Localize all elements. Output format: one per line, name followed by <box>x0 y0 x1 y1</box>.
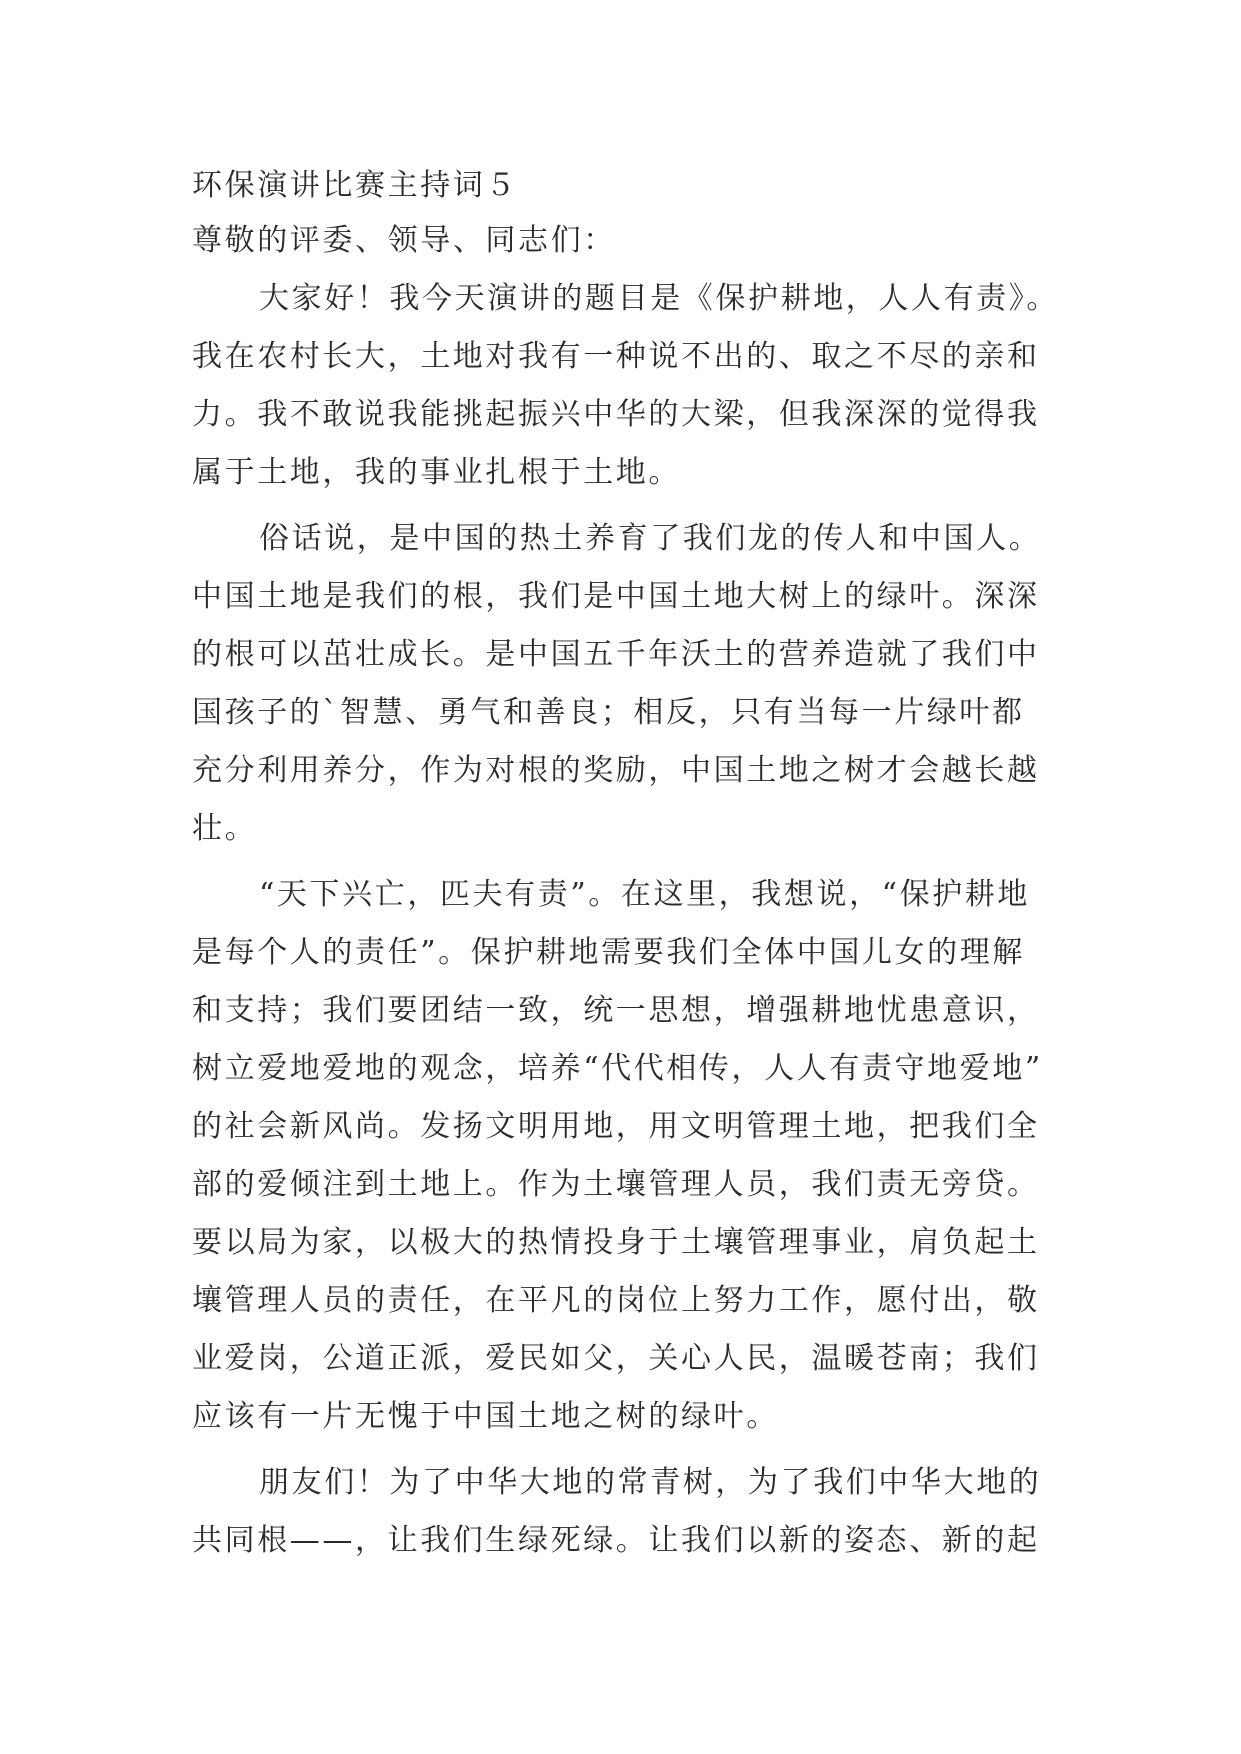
paragraph-line: 大家好！我今天演讲的题目是《保护耕地，人人有责》。 <box>259 281 1059 316</box>
paragraph-line: 业爱岗，公道正派，爱民如父，关心人民，温暖苍南；我们 <box>192 1341 1040 1376</box>
paragraph-line: 俗话说，是中国的热土养育了我们龙的传人和中国人。 <box>259 521 1042 556</box>
paragraph-line: 国孩子的`智慧、勇气和善良；相反，只有当每一片绿叶都 <box>192 695 1025 730</box>
paragraph-2 <box>192 510 1072 858</box>
paragraph-line: 壮。 <box>192 811 258 846</box>
document-body <box>192 160 1072 1570</box>
paragraph-1 <box>192 270 1072 502</box>
paragraph-3 <box>192 866 1072 1446</box>
paragraph-4 <box>192 1454 1072 1570</box>
paragraph-line: 应该有一片无愧于中国土地之树的绿叶。 <box>192 1399 779 1434</box>
paragraph-line: 的根可以茁壮成长。是中国五千年沃土的营养造就了我们中 <box>192 637 1040 672</box>
paragraph-line: 朋友们！为了中华大地的常青树，为了我们中华大地的 <box>259 1465 1042 1500</box>
paragraph-line: 力。我不敢说我能挑起振兴中华的大梁，但我深深的觉得我 <box>192 397 1040 432</box>
paragraph-line: “天下兴亡，匹夫有责”。在这里，我想说，“保护耕地 <box>259 877 1031 912</box>
paragraph-line: 和支持；我们要团结一致，统一思想，增强耕地忧患意识， <box>192 993 1040 1028</box>
paragraph-line: 充分利用养分，作为对根的奖励，中国土地之树才会越长越 <box>192 753 1040 788</box>
paragraph-line: 的社会新风尚。发扬文明用地，用文明管理土地，把我们全 <box>192 1109 1040 1144</box>
salutation: 尊敬的评委、领导、同志们： <box>192 223 616 258</box>
paragraph-line: 属于土地，我的事业扎根于土地。 <box>192 455 681 490</box>
paragraph-line: 是每个人的责任”。保护耕地需要我们全体中国儿女的理解 <box>192 935 1025 970</box>
paragraph-line: 部的爱倾注到土地上。作为土壤管理人员，我们责无旁贷。 <box>192 1167 1040 1202</box>
document-title: 环保演讲比赛主持词５ <box>192 168 518 203</box>
paragraph-line: 共同根——，让我们生绿死绿。让我们以新的姿态、新的起 <box>192 1523 1040 1558</box>
paragraph-line: 我在农村长大，土地对我有一种说不出的、取之不尽的亲和 <box>192 339 1040 374</box>
paragraph-line: 要以局为家，以极大的热情投身于土壤管理事业，肩负起土 <box>192 1225 1040 1260</box>
paragraph-line: 中国土地是我们的根，我们是中国土地大树上的绿叶。深深 <box>192 579 1040 614</box>
paragraph-line: 壤管理人员的责任，在平凡的岗位上努力工作，愿付出，敬 <box>192 1283 1040 1318</box>
paragraph-line: 树立爱地爱地的观念，培养“代代相传，人人有责守地爱地” <box>192 1051 1043 1086</box>
